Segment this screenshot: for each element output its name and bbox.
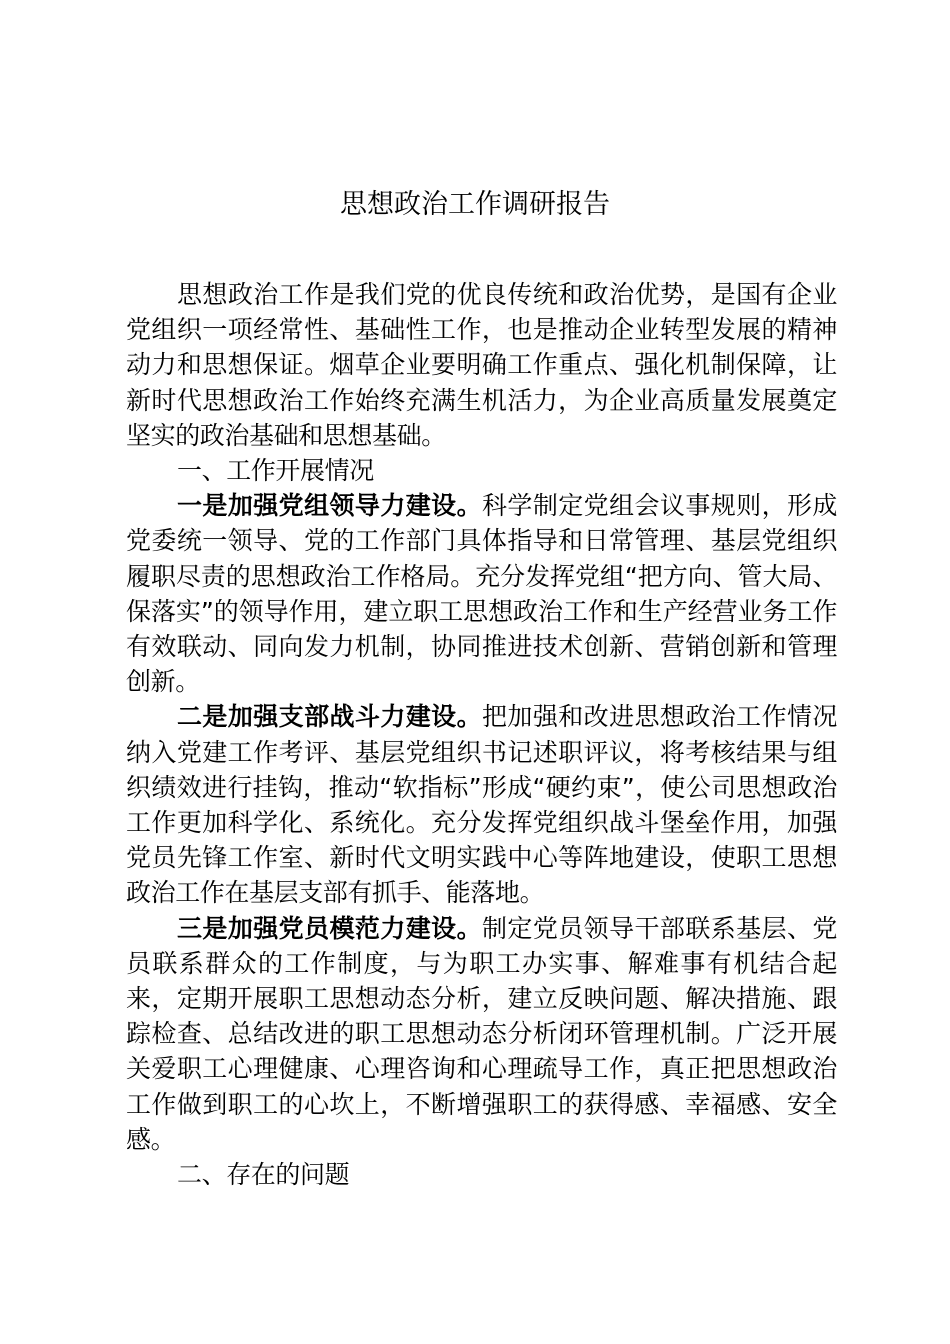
document-body: [126, 277, 837, 1192]
item-paragraph-3: [126, 911, 837, 1157]
item-text-1: 科学制定党组会议事规则，形成党委统一领导、党的工作部门具体指导和日常管理、基层党组织履职尽责的思想政治工作格局。充分发挥党组“把方向、管大局、保落实”的领导作用，建立职工思想政治工作和生产经营业务工作有效联动、同向发力机制，协同推进技术创新、营销创新和管理创新。: [126, 491, 838, 697]
item-text-3: 制定党员领导干部联系基层、党员联系群众的工作制度，与为职工办实事、解难事有机结合起来，定期开展职工思想动态分析，建立反映问题、解决措施、跟踪检查、总结改进的职工思想动态分析闭环管理机制。广泛开展关爱职工心理健康、心理咨询和心理疏导工作，真正把思想政治工作做到职工的心坎上，不断增强职工的获得感、幸福感、安全感。: [126, 913, 838, 1154]
section-heading-2: 二、存在的问题: [177, 1160, 350, 1190]
item-paragraph-2: [126, 699, 837, 910]
item-lead-3: 三是加强党员模范力建设。: [177, 913, 482, 943]
intro-paragraph: 思想政治工作是我们党的优良传统和政治优势，是国有企业党组织一项经常性、基础性工作，也是推动企业转型发展的精神动力和思想保证。烟草企业要明确工作重点、强化机制保障，让新时代思想政治工作始终充满生机活力，为企业高质量发展奠定坚实的政治基础和思想基础。: [126, 280, 837, 450]
section-heading-1: 一、工作开展情况: [177, 456, 374, 486]
item-text-2: 把加强和改进思想政治工作情况纳入党建工作考评、基层党组织书记述职评议，将考核结果与组织绩效进行挂钩，推动“软指标”形成“硬约束”，使公司思想政治工作更加科学化、系统化。充分发挥党组织战斗堡垒作用，加强党员先锋工作室、新时代文明实践中心等阵地建设，使职工思想政治工作在基层支部有抓手、能落地。: [126, 702, 838, 908]
item-paragraph-1: [126, 488, 837, 699]
page-title: 思想政治工作调研报告: [340, 189, 610, 220]
item-lead-2: 二是加强支部战斗力建设。: [177, 702, 482, 732]
item-lead-1: 一是加强党组领导力建设。: [177, 491, 482, 521]
